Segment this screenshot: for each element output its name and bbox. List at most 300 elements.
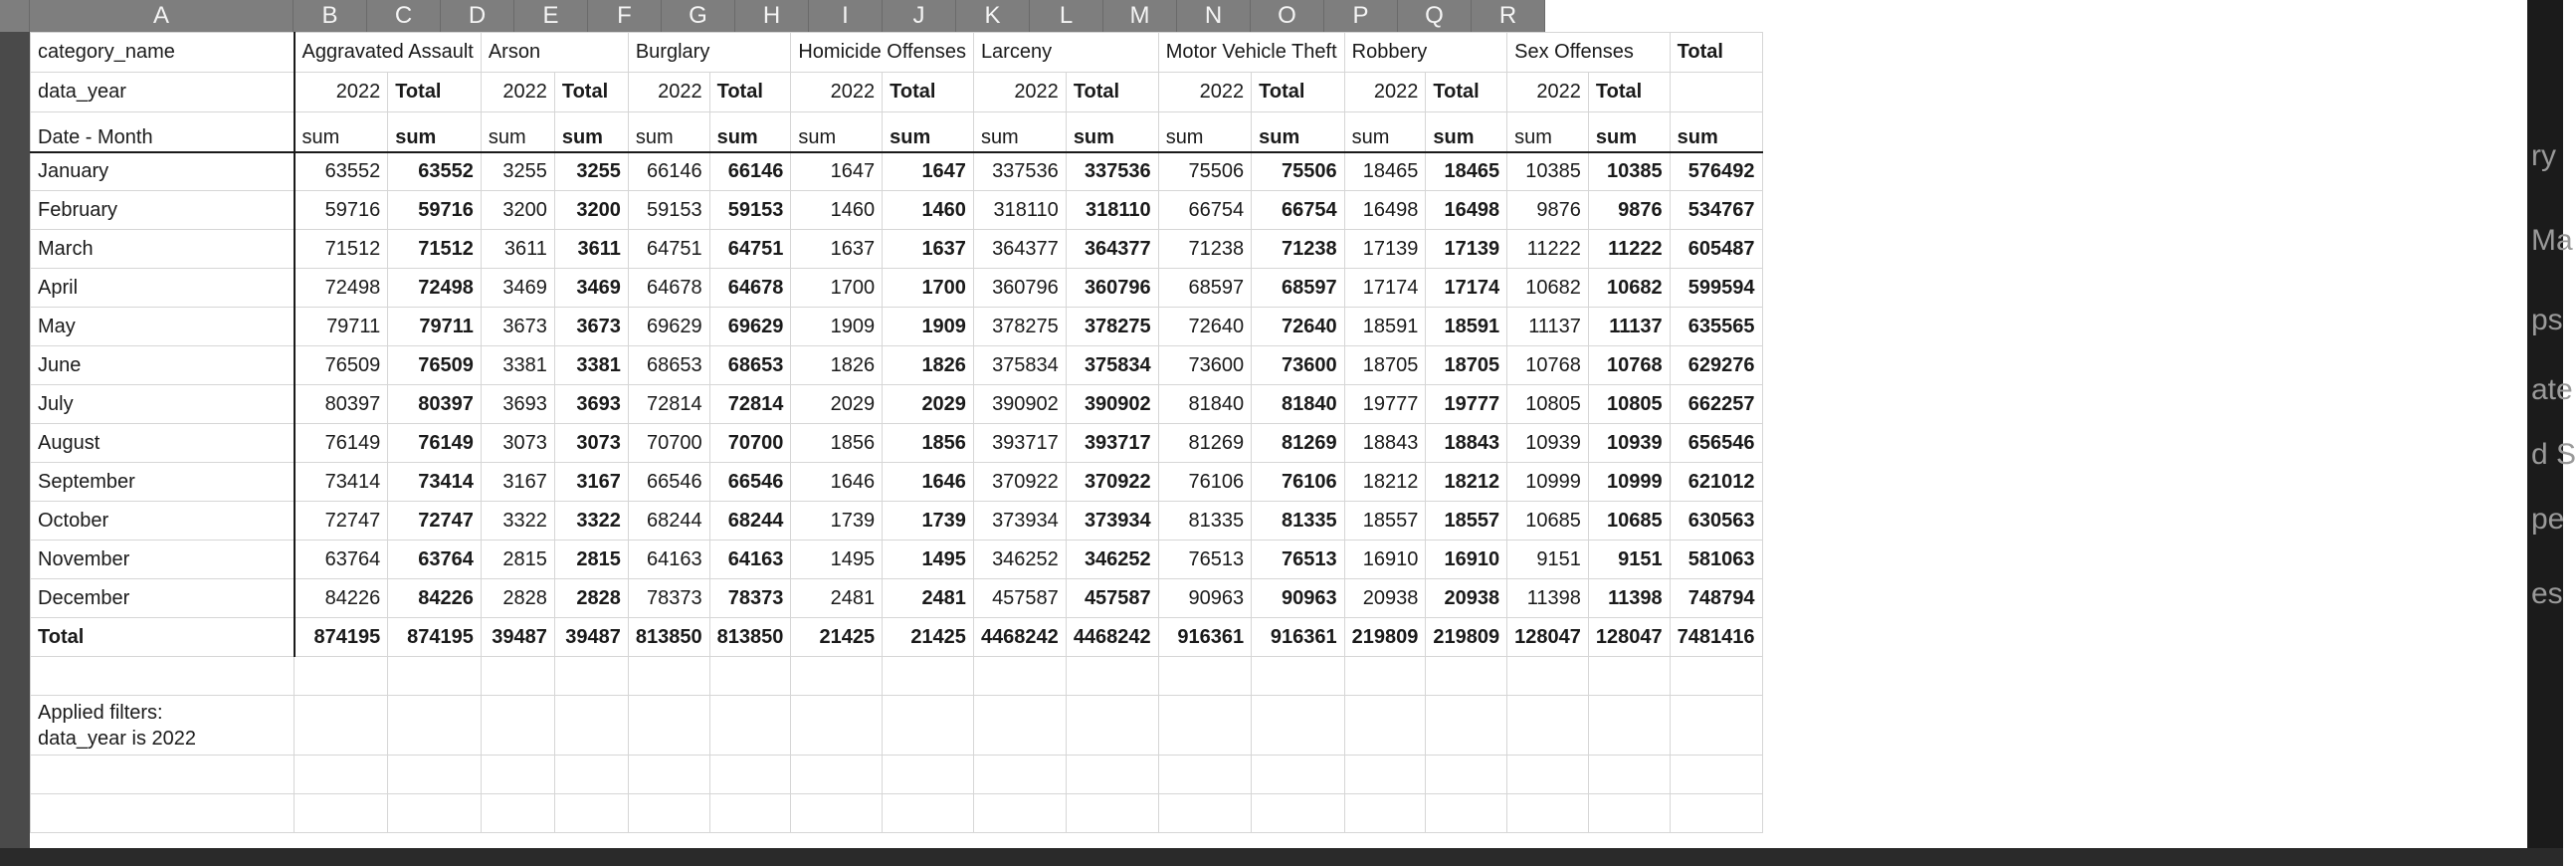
value-cell[interactable]: 72498 — [295, 269, 388, 308]
value-cell[interactable]: 457587 — [1066, 579, 1158, 618]
empty-cell[interactable] — [31, 756, 295, 794]
value-cell[interactable]: 72747 — [388, 502, 482, 541]
value-cell[interactable]: 63764 — [295, 541, 388, 579]
value-cell[interactable]: 10805 — [1588, 385, 1670, 424]
year-header[interactable]: 2022 — [1158, 73, 1251, 112]
value-cell[interactable]: 80397 — [388, 385, 482, 424]
empty-cell[interactable] — [1426, 756, 1507, 794]
empty-cell[interactable] — [709, 657, 791, 696]
value-cell[interactable]: 2815 — [554, 541, 628, 579]
value-cell[interactable]: 1909 — [883, 308, 974, 346]
value-cell[interactable]: 70700 — [628, 424, 709, 463]
value-cell[interactable]: 3200 — [481, 191, 554, 230]
year-header[interactable]: 2022 — [628, 73, 709, 112]
empty-cell[interactable] — [791, 657, 883, 696]
month-label[interactable]: January — [31, 152, 295, 191]
year-header[interactable]: 2022 — [791, 73, 883, 112]
empty-cell[interactable] — [388, 756, 482, 794]
empty-cell[interactable] — [295, 756, 388, 794]
value-cell[interactable]: 337536 — [973, 152, 1066, 191]
empty-cell[interactable] — [1344, 756, 1426, 794]
value-cell[interactable]: 1495 — [883, 541, 974, 579]
value-cell[interactable]: 18557 — [1426, 502, 1507, 541]
empty-cell[interactable] — [883, 794, 974, 833]
empty-cell[interactable] — [1426, 794, 1507, 833]
value-cell[interactable]: 76513 — [1252, 541, 1344, 579]
value-cell[interactable]: 10939 — [1507, 424, 1589, 463]
value-cell[interactable]: 71238 — [1252, 230, 1344, 269]
value-cell[interactable]: 75506 — [1252, 152, 1344, 191]
value-cell[interactable]: 373934 — [1066, 502, 1158, 541]
value-cell[interactable]: 10385 — [1588, 152, 1670, 191]
value-cell[interactable]: 748794 — [1670, 579, 1762, 618]
value-cell[interactable]: 318110 — [973, 191, 1066, 230]
value-cell[interactable]: 66146 — [709, 152, 791, 191]
value-cell[interactable]: 66146 — [628, 152, 709, 191]
empty-cell[interactable] — [1670, 794, 1762, 833]
value-cell[interactable]: 59153 — [628, 191, 709, 230]
value-cell[interactable]: 370922 — [973, 463, 1066, 502]
aggregate-label[interactable]: sum — [1670, 112, 1762, 152]
value-cell[interactable]: 599594 — [1670, 269, 1762, 308]
value-cell[interactable]: 73414 — [388, 463, 482, 502]
value-cell[interactable]: 72814 — [628, 385, 709, 424]
total-cell[interactable]: 39487 — [554, 618, 628, 657]
value-cell[interactable]: 621012 — [1670, 463, 1762, 502]
empty-cell[interactable] — [481, 657, 554, 696]
aggregate-label[interactable]: sum — [1344, 112, 1426, 152]
empty-cell[interactable] — [1426, 696, 1507, 756]
empty-cell[interactable] — [481, 756, 554, 794]
total-cell[interactable]: 4468242 — [1066, 618, 1158, 657]
category-name-label[interactable]: category_name — [31, 33, 295, 73]
value-cell[interactable]: 360796 — [1066, 269, 1158, 308]
empty-cell[interactable] — [1344, 794, 1426, 833]
value-cell[interactable]: 63552 — [388, 152, 482, 191]
value-cell[interactable]: 10682 — [1588, 269, 1670, 308]
value-cell[interactable]: 1495 — [791, 541, 883, 579]
total-cell[interactable]: 916361 — [1158, 618, 1251, 657]
value-cell[interactable]: 11137 — [1507, 308, 1589, 346]
value-cell[interactable]: 373934 — [973, 502, 1066, 541]
value-cell[interactable]: 9876 — [1588, 191, 1670, 230]
value-cell[interactable]: 3167 — [481, 463, 554, 502]
value-cell[interactable]: 3693 — [481, 385, 554, 424]
empty-cell[interactable] — [1158, 756, 1251, 794]
value-cell[interactable]: 18465 — [1344, 152, 1426, 191]
grand-total-header[interactable]: Total — [1670, 33, 1762, 73]
value-cell[interactable]: 3673 — [481, 308, 554, 346]
value-cell[interactable]: 71238 — [1158, 230, 1251, 269]
value-cell[interactable]: 9151 — [1507, 541, 1589, 579]
value-cell[interactable]: 1739 — [883, 502, 974, 541]
empty-cell[interactable] — [295, 794, 388, 833]
value-cell[interactable]: 346252 — [973, 541, 1066, 579]
empty-cell[interactable] — [1066, 657, 1158, 696]
value-cell[interactable]: 17174 — [1426, 269, 1507, 308]
empty-cell[interactable] — [628, 794, 709, 833]
category-header[interactable]: Robbery — [1344, 33, 1507, 73]
column-header-d[interactable]: D — [441, 0, 514, 32]
total-cell[interactable]: 128047 — [1588, 618, 1670, 657]
empty-cell[interactable] — [1670, 756, 1762, 794]
empty-cell[interactable] — [554, 756, 628, 794]
value-cell[interactable]: 68244 — [709, 502, 791, 541]
value-cell[interactable]: 84226 — [388, 579, 482, 618]
value-cell[interactable]: 72814 — [709, 385, 791, 424]
category-header[interactable]: Sex Offenses — [1507, 33, 1671, 73]
empty-cell[interactable] — [481, 794, 554, 833]
value-cell[interactable]: 3073 — [554, 424, 628, 463]
empty-cell[interactable] — [1252, 657, 1344, 696]
value-cell[interactable]: 10685 — [1588, 502, 1670, 541]
value-cell[interactable]: 378275 — [973, 308, 1066, 346]
empty-cell[interactable] — [709, 696, 791, 756]
aggregate-label[interactable]: sum — [295, 112, 388, 152]
month-label[interactable]: September — [31, 463, 295, 502]
value-cell[interactable]: 10385 — [1507, 152, 1589, 191]
value-cell[interactable]: 64163 — [709, 541, 791, 579]
value-cell[interactable]: 16498 — [1344, 191, 1426, 230]
value-cell[interactable]: 2029 — [791, 385, 883, 424]
date-month-label[interactable]: Date - Month — [31, 112, 295, 152]
column-header-q[interactable]: Q — [1398, 0, 1472, 32]
value-cell[interactable]: 3322 — [554, 502, 628, 541]
value-cell[interactable]: 68653 — [628, 346, 709, 385]
value-cell[interactable]: 68244 — [628, 502, 709, 541]
value-cell[interactable]: 66546 — [709, 463, 791, 502]
value-cell[interactable]: 3255 — [554, 152, 628, 191]
value-cell[interactable]: 1646 — [791, 463, 883, 502]
subtotal-header[interactable]: Total — [1588, 73, 1670, 112]
value-cell[interactable]: 18843 — [1344, 424, 1426, 463]
value-cell[interactable]: 76513 — [1158, 541, 1251, 579]
value-cell[interactable]: 76106 — [1252, 463, 1344, 502]
aggregate-label[interactable]: sum — [554, 112, 628, 152]
value-cell[interactable]: 1856 — [883, 424, 974, 463]
value-cell[interactable]: 375834 — [973, 346, 1066, 385]
value-cell[interactable]: 17174 — [1344, 269, 1426, 308]
value-cell[interactable]: 2815 — [481, 541, 554, 579]
value-cell[interactable]: 11222 — [1507, 230, 1589, 269]
value-cell[interactable]: 71512 — [295, 230, 388, 269]
value-cell[interactable]: 1637 — [791, 230, 883, 269]
value-cell[interactable]: 72640 — [1252, 308, 1344, 346]
value-cell[interactable]: 76509 — [388, 346, 482, 385]
empty-cell[interactable] — [1252, 794, 1344, 833]
value-cell[interactable]: 68597 — [1158, 269, 1251, 308]
value-cell[interactable]: 3200 — [554, 191, 628, 230]
category-header[interactable]: Arson — [481, 33, 628, 73]
value-cell[interactable]: 20938 — [1344, 579, 1426, 618]
total-cell[interactable]: 813850 — [628, 618, 709, 657]
total-cell[interactable]: 916361 — [1252, 618, 1344, 657]
empty-cell[interactable] — [883, 657, 974, 696]
value-cell[interactable]: 11222 — [1588, 230, 1670, 269]
empty-cell[interactable] — [554, 696, 628, 756]
empty-cell[interactable] — [973, 696, 1066, 756]
value-cell[interactable]: 2029 — [883, 385, 974, 424]
total-row-label[interactable]: Total — [31, 618, 295, 657]
value-cell[interactable]: 662257 — [1670, 385, 1762, 424]
value-cell[interactable]: 1460 — [883, 191, 974, 230]
value-cell[interactable]: 69629 — [628, 308, 709, 346]
empty-cell[interactable] — [1344, 657, 1426, 696]
value-cell[interactable]: 80397 — [295, 385, 388, 424]
value-cell[interactable]: 73600 — [1158, 346, 1251, 385]
value-cell[interactable]: 76106 — [1158, 463, 1251, 502]
value-cell[interactable]: 1826 — [883, 346, 974, 385]
total-cell[interactable]: 128047 — [1507, 618, 1589, 657]
aggregate-label[interactable]: sum — [709, 112, 791, 152]
value-cell[interactable]: 69629 — [709, 308, 791, 346]
value-cell[interactable]: 393717 — [973, 424, 1066, 463]
empty-cell[interactable] — [883, 756, 974, 794]
aggregate-label[interactable]: sum — [883, 112, 974, 152]
year-header[interactable]: 2022 — [1507, 73, 1589, 112]
value-cell[interactable]: 78373 — [709, 579, 791, 618]
value-cell[interactable]: 64163 — [628, 541, 709, 579]
value-cell[interactable]: 73600 — [1252, 346, 1344, 385]
category-header[interactable]: Larceny — [973, 33, 1158, 73]
subtotal-header[interactable]: Total — [554, 73, 628, 112]
year-header[interactable]: 2022 — [1344, 73, 1426, 112]
column-header-h[interactable]: H — [735, 0, 809, 32]
value-cell[interactable]: 16498 — [1426, 191, 1507, 230]
empty-cell[interactable] — [1507, 696, 1589, 756]
empty-cell[interactable] — [1670, 657, 1762, 696]
value-cell[interactable]: 10805 — [1507, 385, 1589, 424]
value-cell[interactable]: 71512 — [388, 230, 482, 269]
year-header[interactable]: 2022 — [973, 73, 1066, 112]
value-cell[interactable]: 20938 — [1426, 579, 1507, 618]
value-cell[interactable]: 3469 — [554, 269, 628, 308]
value-cell[interactable]: 70700 — [709, 424, 791, 463]
column-header-a[interactable]: A — [30, 0, 294, 32]
subtotal-header[interactable]: Total — [883, 73, 974, 112]
value-cell[interactable]: 76509 — [295, 346, 388, 385]
value-cell[interactable]: 10939 — [1588, 424, 1670, 463]
value-cell[interactable]: 18591 — [1426, 308, 1507, 346]
column-header-m[interactable]: M — [1103, 0, 1177, 32]
total-cell[interactable]: 21425 — [791, 618, 883, 657]
subtotal-header[interactable]: Total — [388, 73, 482, 112]
value-cell[interactable]: 375834 — [1066, 346, 1158, 385]
column-header-o[interactable]: O — [1251, 0, 1324, 32]
month-label[interactable]: February — [31, 191, 295, 230]
empty-cell[interactable] — [481, 696, 554, 756]
value-cell[interactable]: 59153 — [709, 191, 791, 230]
column-header-j[interactable]: J — [883, 0, 956, 32]
empty-cell[interactable] — [1507, 756, 1589, 794]
empty-cell[interactable] — [628, 657, 709, 696]
column-header-f[interactable]: F — [588, 0, 662, 32]
category-header[interactable]: Burglary — [628, 33, 791, 73]
empty-cell[interactable] — [883, 696, 974, 756]
aggregate-label[interactable]: sum — [1426, 112, 1507, 152]
value-cell[interactable]: 3381 — [554, 346, 628, 385]
month-label[interactable]: May — [31, 308, 295, 346]
month-label[interactable]: March — [31, 230, 295, 269]
value-cell[interactable]: 11398 — [1588, 579, 1670, 618]
value-cell[interactable]: 10685 — [1507, 502, 1589, 541]
empty-cell[interactable] — [554, 657, 628, 696]
empty-cell[interactable] — [1252, 756, 1344, 794]
value-cell[interactable]: 81840 — [1252, 385, 1344, 424]
aggregate-label[interactable]: sum — [1507, 112, 1589, 152]
value-cell[interactable]: 390902 — [1066, 385, 1158, 424]
value-cell[interactable]: 318110 — [1066, 191, 1158, 230]
column-header-r[interactable]: R — [1472, 0, 1545, 32]
value-cell[interactable]: 81840 — [1158, 385, 1251, 424]
empty-cell[interactable] — [1158, 696, 1251, 756]
value-cell[interactable]: 76149 — [388, 424, 482, 463]
total-cell[interactable]: 39487 — [481, 618, 554, 657]
value-cell[interactable]: 630563 — [1670, 502, 1762, 541]
value-cell[interactable]: 19777 — [1426, 385, 1507, 424]
value-cell[interactable]: 79711 — [295, 308, 388, 346]
value-cell[interactable]: 66546 — [628, 463, 709, 502]
empty-cell[interactable] — [973, 756, 1066, 794]
value-cell[interactable]: 64678 — [628, 269, 709, 308]
empty-cell[interactable] — [1588, 794, 1670, 833]
value-cell[interactable]: 17139 — [1344, 230, 1426, 269]
aggregate-label[interactable]: sum — [973, 112, 1066, 152]
value-cell[interactable]: 656546 — [1670, 424, 1762, 463]
value-cell[interactable]: 605487 — [1670, 230, 1762, 269]
subtotal-header[interactable]: Total — [709, 73, 791, 112]
value-cell[interactable]: 68597 — [1252, 269, 1344, 308]
value-cell[interactable]: 457587 — [973, 579, 1066, 618]
bottom-scroll-area[interactable] — [0, 848, 2563, 866]
empty-cell[interactable] — [295, 696, 388, 756]
value-cell[interactable]: 16910 — [1426, 541, 1507, 579]
value-cell[interactable]: 10682 — [1507, 269, 1589, 308]
month-label[interactable]: July — [31, 385, 295, 424]
month-label[interactable]: June — [31, 346, 295, 385]
empty-cell[interactable] — [31, 657, 295, 696]
category-header[interactable]: Homicide Offenses — [791, 33, 974, 73]
aggregate-label[interactable]: sum — [1066, 112, 1158, 152]
empty-cell[interactable] — [973, 657, 1066, 696]
month-label[interactable]: April — [31, 269, 295, 308]
empty-cell[interactable] — [1588, 696, 1670, 756]
value-cell[interactable]: 18212 — [1344, 463, 1426, 502]
empty-cell[interactable] — [1507, 657, 1589, 696]
aggregate-label[interactable]: sum — [481, 112, 554, 152]
empty-cell[interactable] — [1066, 756, 1158, 794]
empty-cell[interactable] — [791, 794, 883, 833]
empty-cell[interactable] — [295, 657, 388, 696]
aggregate-label[interactable]: sum — [1588, 112, 1670, 152]
column-header-c[interactable]: C — [367, 0, 441, 32]
value-cell[interactable]: 81269 — [1158, 424, 1251, 463]
column-header-p[interactable]: P — [1324, 0, 1398, 32]
empty-cell[interactable] — [1670, 73, 1762, 112]
aggregate-label[interactable]: sum — [1252, 112, 1344, 152]
value-cell[interactable]: 18465 — [1426, 152, 1507, 191]
empty-cell[interactable] — [628, 696, 709, 756]
total-cell[interactable]: 813850 — [709, 618, 791, 657]
aggregate-label[interactable]: sum — [791, 112, 883, 152]
empty-cell[interactable] — [1066, 696, 1158, 756]
empty-cell[interactable] — [1507, 794, 1589, 833]
applied-filters-cell[interactable] — [31, 696, 295, 756]
value-cell[interactable]: 346252 — [1066, 541, 1158, 579]
value-cell[interactable]: 18843 — [1426, 424, 1507, 463]
column-header-n[interactable]: N — [1177, 0, 1251, 32]
total-cell[interactable]: 4468242 — [973, 618, 1066, 657]
value-cell[interactable]: 66754 — [1252, 191, 1344, 230]
total-cell[interactable]: 874195 — [388, 618, 482, 657]
value-cell[interactable]: 629276 — [1670, 346, 1762, 385]
value-cell[interactable]: 11137 — [1588, 308, 1670, 346]
value-cell[interactable]: 2828 — [554, 579, 628, 618]
empty-cell[interactable] — [1670, 696, 1762, 756]
value-cell[interactable]: 1637 — [883, 230, 974, 269]
value-cell[interactable]: 378275 — [1066, 308, 1158, 346]
value-cell[interactable]: 534767 — [1670, 191, 1762, 230]
value-cell[interactable]: 390902 — [973, 385, 1066, 424]
empty-cell[interactable] — [791, 696, 883, 756]
value-cell[interactable]: 1647 — [883, 152, 974, 191]
value-cell[interactable]: 68653 — [709, 346, 791, 385]
empty-cell[interactable] — [628, 756, 709, 794]
value-cell[interactable]: 2481 — [883, 579, 974, 618]
value-cell[interactable]: 3167 — [554, 463, 628, 502]
value-cell[interactable]: 3469 — [481, 269, 554, 308]
value-cell[interactable]: 1909 — [791, 308, 883, 346]
value-cell[interactable]: 1460 — [791, 191, 883, 230]
subtotal-header[interactable]: Total — [1066, 73, 1158, 112]
value-cell[interactable]: 18212 — [1426, 463, 1507, 502]
value-cell[interactable]: 78373 — [628, 579, 709, 618]
value-cell[interactable]: 72498 — [388, 269, 482, 308]
value-cell[interactable]: 1646 — [883, 463, 974, 502]
empty-cell[interactable] — [388, 794, 482, 833]
value-cell[interactable]: 64751 — [628, 230, 709, 269]
value-cell[interactable]: 3673 — [554, 308, 628, 346]
value-cell[interactable]: 10999 — [1588, 463, 1670, 502]
column-header-i[interactable]: I — [809, 0, 883, 32]
column-header-k[interactable]: K — [956, 0, 1030, 32]
empty-cell[interactable] — [1252, 696, 1344, 756]
value-cell[interactable]: 18705 — [1344, 346, 1426, 385]
value-cell[interactable]: 81335 — [1158, 502, 1251, 541]
value-cell[interactable]: 75506 — [1158, 152, 1251, 191]
value-cell[interactable]: 18557 — [1344, 502, 1426, 541]
total-cell[interactable]: 21425 — [883, 618, 974, 657]
empty-cell[interactable] — [973, 794, 1066, 833]
empty-cell[interactable] — [709, 756, 791, 794]
value-cell[interactable]: 63764 — [388, 541, 482, 579]
empty-cell[interactable] — [388, 696, 482, 756]
value-cell[interactable]: 1700 — [883, 269, 974, 308]
value-cell[interactable]: 84226 — [295, 579, 388, 618]
value-cell[interactable]: 18591 — [1344, 308, 1426, 346]
value-cell[interactable]: 3322 — [481, 502, 554, 541]
value-cell[interactable]: 1700 — [791, 269, 883, 308]
value-cell[interactable]: 360796 — [973, 269, 1066, 308]
value-cell[interactable]: 9876 — [1507, 191, 1589, 230]
empty-cell[interactable] — [1588, 657, 1670, 696]
empty-cell[interactable] — [1426, 657, 1507, 696]
value-cell[interactable]: 337536 — [1066, 152, 1158, 191]
year-header[interactable]: 2022 — [295, 73, 388, 112]
value-cell[interactable]: 81335 — [1252, 502, 1344, 541]
value-cell[interactable]: 1856 — [791, 424, 883, 463]
value-cell[interactable]: 90963 — [1158, 579, 1251, 618]
